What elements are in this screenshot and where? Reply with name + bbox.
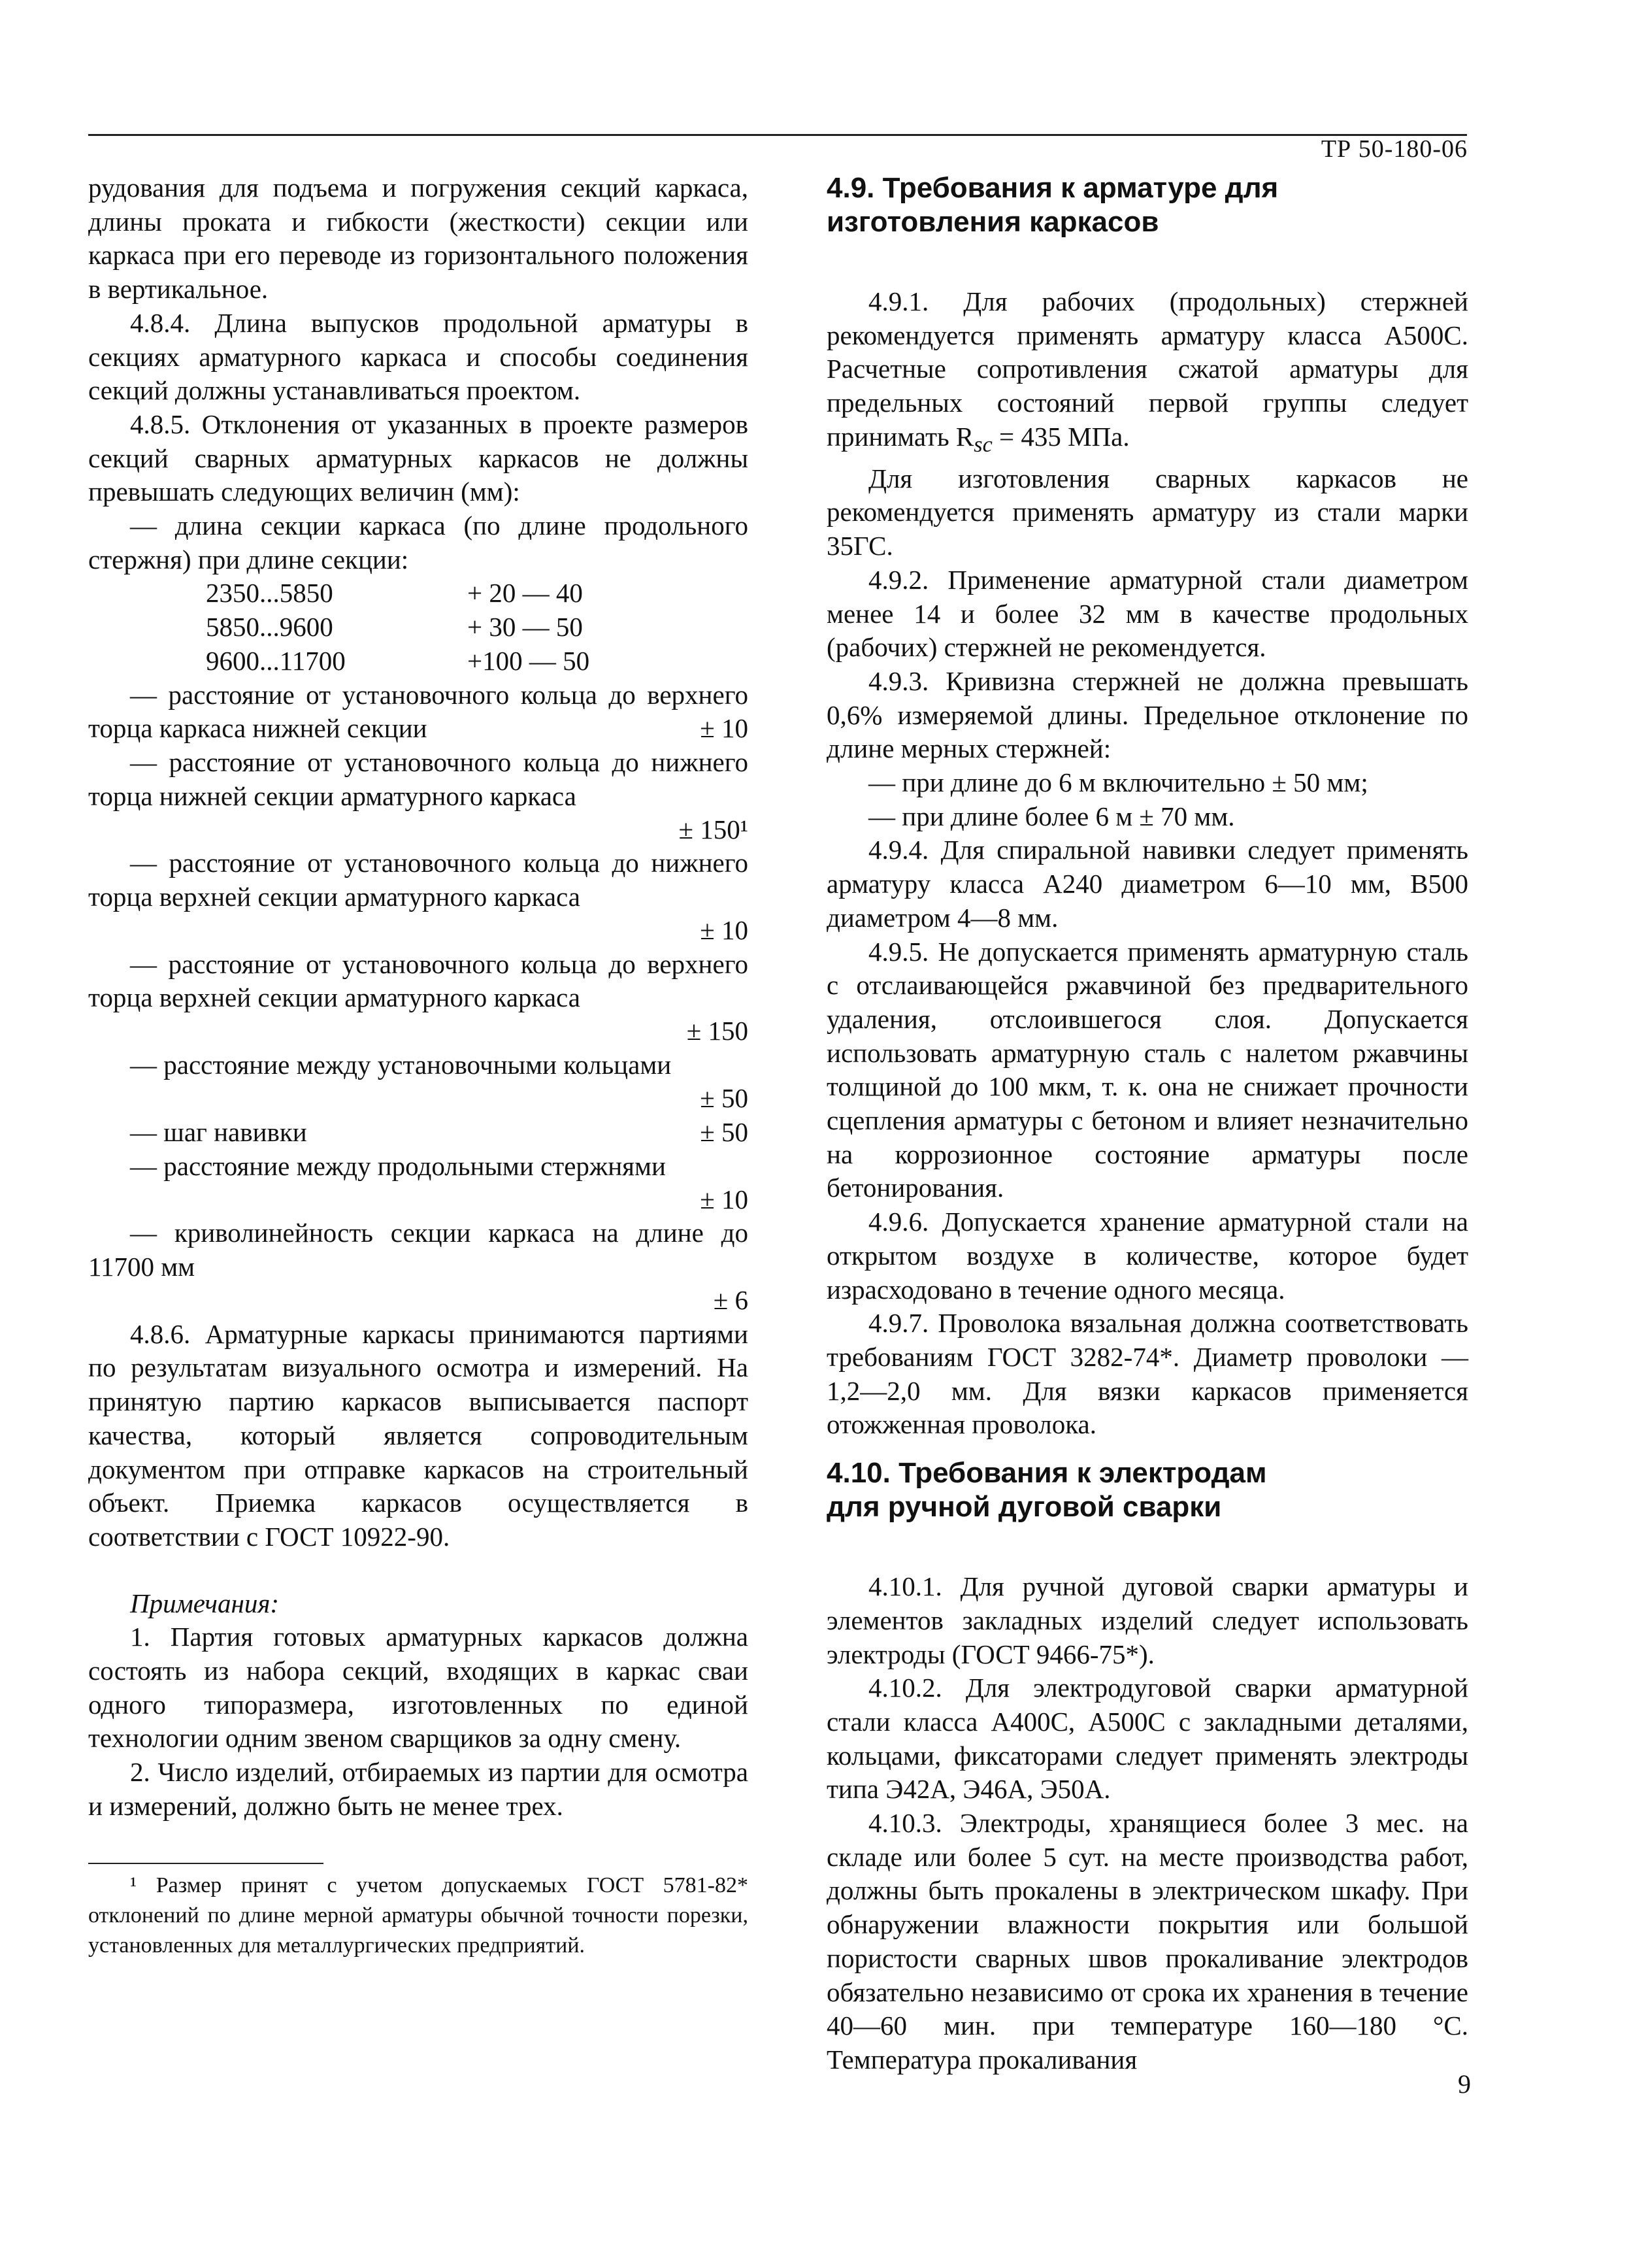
section-heading-4-9: 4.9. Требования к арматуре для изготовления каркасов bbox=[827, 172, 1279, 238]
length-range: 9600...11700 bbox=[206, 645, 346, 676]
paragraph-4-9-3: 4.9.3. Кривизна стержней не должна превышать 0,6% измеряемой длины. Предельное отклонение по длине мерных стержней: bbox=[827, 665, 1468, 764]
deviation-tolerance: ± 10 bbox=[700, 915, 748, 946]
paragraph-4-8-4: 4.8.4. Длина выпусков продольной арматуры в секциях арматурного каркаса и способы соединения секций должны устанавливаться проектом. bbox=[88, 307, 748, 406]
deviation-tolerance: ± 50 bbox=[700, 1083, 748, 1114]
paragraph-4-9-1: 4.9.1. Для рабочих (продольных) стержней рекомендуется применять арматуру класса А500С. Расчетные сопротивления сжатой арматуры для предельных состояний первой группы следует принимать $R_{sc} = 435$ МПа. bbox=[827, 286, 1468, 457]
table-row bbox=[206, 644, 702, 678]
deviation-item bbox=[88, 1216, 748, 1315]
paragraph-4-10-3: 4.10.3. Электроды, хранящиеся более 3 мес. на складе или более 5 сут. на месте производства работ, должны быть прокалены в электрическом шкафу. При обнаружении влажности покрытия или большой пористости сварных швов прокаливание электродов обязательно независимо от срока их хранения в течение 40—60 мин. при температуре 160—180 °С. Температура прокаливания bbox=[827, 1808, 1468, 2075]
header-rule bbox=[88, 134, 1467, 136]
deviation-item bbox=[88, 846, 748, 946]
deviation-tolerance: ± 50 bbox=[700, 1116, 748, 1147]
length-range: 5850...9600 bbox=[206, 612, 333, 642]
document-code: ТР 50-180-06 bbox=[1321, 135, 1468, 163]
table-row bbox=[206, 610, 702, 644]
deviation-text: — расстояние между установочными кольцами bbox=[130, 1050, 672, 1080]
list-item: — при длине до 6 м включительно ± 50 мм; bbox=[868, 767, 1368, 798]
deviation-tolerance: ± 150 bbox=[686, 1016, 748, 1046]
length-tolerance-table bbox=[206, 576, 702, 678]
deviation-item bbox=[88, 1116, 748, 1150]
deviation-text: — расстояние от установочного кольца до нижнего торца верхней секции арматурного каркаса bbox=[88, 848, 748, 912]
page-number: 9 bbox=[1458, 2069, 1471, 2099]
length-tolerance: +100 — 50 bbox=[467, 645, 590, 676]
paragraph-4-10-2: 4.10.2. Для электродуговой сварки арматурной стали класса А400С, А500С с закладными деталями, кольцами, фиксаторами следует применять электроды типа Э42А, Э46А, Э50А. bbox=[827, 1673, 1468, 1805]
paragraph-4-8-6: 4.8.6. Арматурные каркасы принимаются партиями по результатам визуального осмотра и измерений. На принятую партию каркасов выписывается паспорт качества, который является сопроводительным документом при отправке каркасов на строительный объект. Приемка каркасов осуществляется в соответствии с ГОСТ 10922-90. bbox=[88, 1318, 748, 1552]
notes-title: Примечания: bbox=[130, 1588, 280, 1618]
paragraph-4-10-1: 4.10.1. Для ручной дуговой сварки арматуры и элементов закладных изделий следует использовать электроды (ГОСТ 9466-75*). bbox=[827, 1571, 1468, 1669]
deviation-text: — расстояние от установочного кольца до верхнего торца каркаса нижней секции bbox=[88, 679, 748, 744]
paragraph-4-9-5: 4.9.5. Не допускается применять арматурную сталь с отслаивающейся ржавчиной без предварительного удаления, отслоившегося слоя. Допускается использовать арматурную сталь с налетом ржавчины толщиной до 100 мкм, т. к. она не снижает прочности сцепления арматуры с бетоном и влияет незначительно на коррозионное состояние арматуры после бетонирования. bbox=[827, 936, 1468, 1203]
deviation-item bbox=[88, 678, 748, 746]
length-tolerance: + 20 — 40 bbox=[467, 578, 583, 609]
deviation-text: — расстояние между продольными стержнями bbox=[130, 1150, 666, 1181]
deviation-text: — шаг навивки bbox=[130, 1116, 307, 1147]
note-1: 1. Партия готовых арматурных каркасов должна состоять из набора секций, входящих в каркас сваи одного типоразмера, изготовленных по единой технологии одним звеном сварщиков за одну смену. bbox=[88, 1622, 748, 1754]
section-heading-4-10: 4.10. Требования к электродам для ручной дуговой сварки bbox=[827, 1457, 1267, 1524]
deviation-item bbox=[88, 1150, 748, 1214]
paragraph-4-9-1b: Для изготовления сварных каркасов не рекомендуется применять арматуру из стали марки 35ГС. bbox=[827, 463, 1468, 561]
deviation-item bbox=[88, 1048, 748, 1114]
left-column bbox=[88, 171, 748, 1961]
note-2: 2. Число изделий, отбираемых из партии для осмотра и измерений, должно быть не менее трех. bbox=[88, 1757, 748, 1821]
paragraph-4-9-2: 4.9.2. Применение арматурной стали диаметром менее 14 и более 32 мм в качестве продольных (рабочих) стержней не рекомендуется. bbox=[827, 564, 1468, 663]
paragraph-4-8-5: 4.8.5. Отклонения от указанных в проекте размеров секций сварных арматурных каркасов не должны превышать следующих величин (мм): bbox=[88, 409, 748, 507]
deviation-tolerance: ± 150¹ bbox=[678, 814, 748, 844]
subscript-sc: sc bbox=[974, 433, 993, 457]
deviation-tolerance: ± 10 bbox=[700, 713, 748, 744]
deviation-text: — расстояние от установочного кольца до верхнего торца верхней секции арматурного каркаса bbox=[88, 948, 748, 1013]
deviation-tolerance: ± 6 bbox=[713, 1284, 748, 1315]
deviation-text: — криволинейность секции каркаса на длине до 11700 мм bbox=[88, 1218, 748, 1282]
paragraph-4-9-7: 4.9.7. Проволока вязальная должна соответствовать требованиям ГОСТ 3282-74*. Диаметр проволоки — 1,2—2,0 мм. Для вязки каркасов применяется отожженная проволока. bbox=[827, 1308, 1468, 1440]
right-column bbox=[827, 171, 1468, 2077]
deviation-tolerance: ± 10 bbox=[700, 1184, 748, 1214]
length-tolerance: + 30 — 50 bbox=[467, 612, 583, 642]
footnote: ¹ Размер принят с учетом допускаемых ГОСТ 5781-82* отклонений по длине мерной арматуры обычной точности порезки, установленных для металлургических предприятий. bbox=[88, 1873, 748, 1958]
paragraph-continuation: рудования для подъема и погружения секций каркаса, длины проката и гибкости (жесткости) секции или каркаса при его переводе из горизонтального положения в вертикальное. bbox=[88, 173, 748, 305]
deviation-item bbox=[88, 948, 748, 1046]
list-item: — при длине более 6 м ± 70 мм. bbox=[868, 801, 1235, 831]
length-range: 2350...5850 bbox=[206, 578, 333, 609]
paragraph-4-9-6: 4.9.6. Допускается хранение арматурной стали на открытом воздухе в количестве, которое будет израсходовано в течение одного месяца. bbox=[827, 1207, 1468, 1305]
item-section-length: — длина секции каркаса (по длине продольного стержня) при длине секции: bbox=[88, 510, 748, 575]
deviation-text: — расстояние от установочного кольца до нижнего торца нижней секции арматурного каркаса bbox=[88, 746, 748, 811]
table-row bbox=[206, 576, 702, 610]
footnote-rule bbox=[88, 1863, 323, 1864]
paragraph-4-9-4: 4.9.4. Для спиральной навивки следует применять арматуру класса А240 диаметром 6—10 мм, В500 диаметром 4—8 мм. bbox=[827, 835, 1468, 933]
deviation-item bbox=[88, 746, 748, 844]
